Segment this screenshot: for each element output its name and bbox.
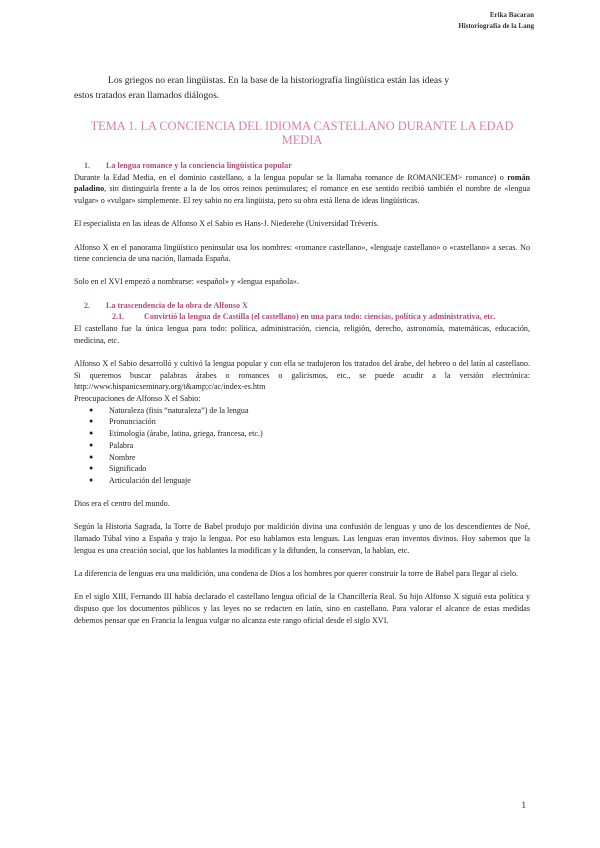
page-number: 1 <box>521 800 526 810</box>
intro-line-2: estos tratados eran llamados diálogos. <box>74 90 220 101</box>
subsection-2-1-title: Convirtió la lengua de Castilla (el castellano) en una para todo: ciencias, política y administrativa, etc. <box>144 312 496 322</box>
header-author: Erika Bacaran <box>489 11 534 19</box>
section-2-heading <box>74 300 530 312</box>
chapter-title: TEMA 1. LA CONCIENCIA DEL IDIOMA CASTELLANO DURANTE LA EDAD MEDIA <box>90 119 514 147</box>
section-2-paragraph-3: Dios era el centro del mundo. <box>74 499 170 509</box>
header-subject: Historiografía de la Lang <box>458 22 534 30</box>
section-2-title: La trascendencia de la obra de Alfonso X <box>106 300 248 310</box>
section-1-paragraph-4: Solo en el XVI empezó a nombrarse: «español» y «lengua española». <box>74 277 299 287</box>
list-item: ● Palabra <box>107 440 530 452</box>
s1p1-bold-term: román paladino <box>74 172 530 194</box>
section-2-paragraph-2: Alfonso X el Sabio desarrolló y cultivó la lengua popular y con ella se tradujeron los tratados del árabe, del hebreo o del latín al castellano. Si queremos buscar palabras árabes o romances o galicismos, etc., se puede acudir a la versión electrónica: http://www.hispanicseminary.org/t&amp;c/ac/index-es.htm <box>74 358 530 392</box>
section-1-paragraph-2: El especialista en las ideas de Alfonso X el Sabio es Hans-J. Niederehe (Universidad Tréveris. <box>74 219 379 229</box>
list-item: ● Naturaleza (fisis “naturaleza”) de la lengua <box>107 405 530 417</box>
list-item: ● Significado <box>107 463 530 475</box>
list-item: ● Nombre <box>107 452 530 464</box>
section-2-paragraph-6: En el siglo XIII, Fernando III había declarado el castellano lengua oficial de la Chancillería Real. Su hijo Alfonso X siguió esta política y dispuso que los documentos públicos y las leyes no se redacten en latín, sino en castellano. Para valorar el alcance de estas medidas debemos pensar que en Francia la lengua vulgar no alcanza este rango oficial desde el siglo XVI. <box>74 592 530 625</box>
intro-line-1: Los griegos no eran lingüistas. En la base de la historiografía lingüística están las ideas y <box>108 75 450 86</box>
list-item: ● Etimología (árabe, latina, griega, francesa, etc.) <box>107 428 530 440</box>
s1p1-text-b: , sin distinguirla frente a la de los otros reinos peninsulares; el romance en ese sentido recibió también el nombre de «lengua vulgar» o «vulgar» simplemente. El rey sabio no era lingüista, pero su obra está llena de ideas lingüísticas. <box>74 184 530 206</box>
section-1-title: La lengua romance y la conciencia lingüística popular <box>106 161 292 170</box>
subsection-2-1-number: 2.1. <box>112 312 125 322</box>
section-1-number: 1. <box>84 161 91 170</box>
subsection-2-1-heading <box>74 311 530 323</box>
section-2-paragraph-5: La diferencia de lenguas era una maldición, una condena de Dios a los hombres por querer construir la torre de Babel para llegar al cielo. <box>74 568 519 578</box>
intro-paragraph <box>74 73 530 103</box>
section-2-paragraph-4: Según la Historia Sagrada, la Torre de Babel produjo por maldición divina una confusión de lenguas y uno de los descendientes de Noé, llamado Túbal vino a España y trajo la lengua. Por eso hablamos esta lenguas. Las lenguas eran inventos divinos. Hoy sabemos que la lengua es una creación social, que los hablantes la modifican y la difunden, la conservan, la hablan, etc. <box>74 522 530 555</box>
concerns-list <box>74 405 530 487</box>
section-1-paragraph-1 <box>74 172 530 207</box>
section-1-paragraph-3: Alfonso X en el panorama lingüístico peninsular usa los nombres: «romance castellano», «lenguaje castellano» o «castellano» a secas. No tiene conciencia de una nación, llamada España. <box>74 242 530 264</box>
section-2-number: 2. <box>84 300 91 310</box>
concerns-label: Preocupaciones de Alfonso X el Sabio: <box>74 394 201 404</box>
list-item: ● Pronunciación <box>107 416 530 428</box>
s1p1-text-a: Durante la Edad Media, en el dominio castellano, a la lengua popular se la llamaba romance de ROMANICEM> romance) o <box>74 172 508 182</box>
section-1-heading <box>74 160 530 172</box>
list-item: ● Articulación del lenguaje <box>107 475 530 487</box>
section-2-paragraph-1: El castellano fue la única lengua para todo: política, administración, ciencia, religión, derecho, astronomía, matemáticas, educación, medicina, etc. <box>74 324 530 345</box>
document-body <box>74 160 530 626</box>
page-header <box>458 10 534 32</box>
